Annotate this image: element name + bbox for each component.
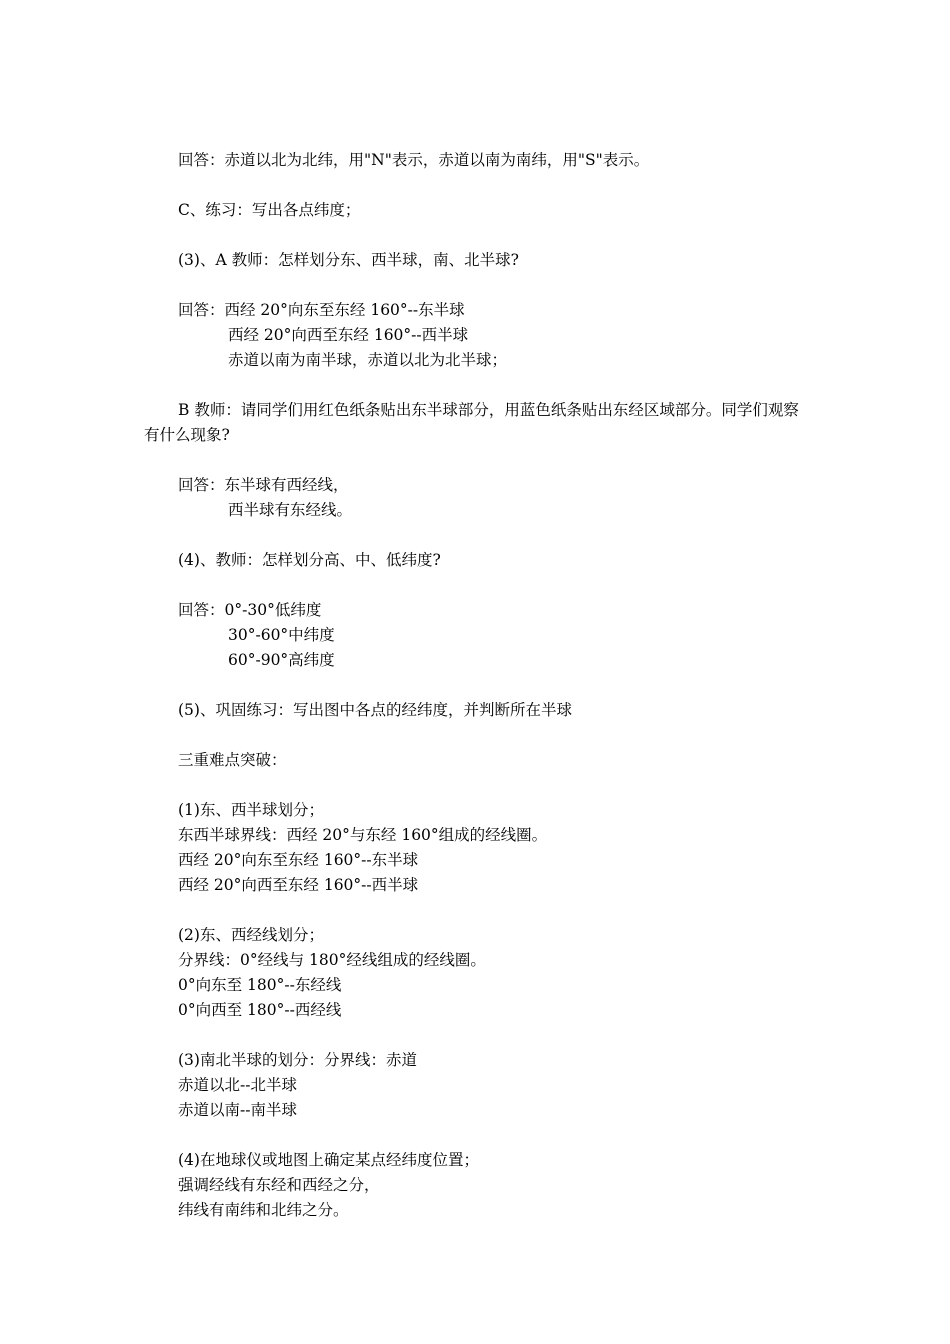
paragraph-line: (3)南北半球的划分：分界线：赤道 [178,1051,417,1069]
paragraph-line: 60°-90°高纬度 [228,651,335,669]
paragraph-line: (3)、A 教师：怎样划分东、西半球，南、北半球? [178,251,519,269]
paragraph-line: 强调经线有东经和西经之分， [178,1176,380,1194]
paragraph-line: 赤道以北--北半球 [178,1076,297,1094]
paragraph-line: (4)在地球仪或地图上确定某点经纬度位置； [178,1151,479,1169]
paragraph-line: B 教师：请同学们用红色纸条贴出东半球部分，用蓝色纸条贴出东经区域部分。同学们观察有什么现象? [144,401,799,444]
paragraph-line: 赤道以南为南半球，赤道以北为北半球； [228,351,508,369]
document-body [144,148,814,1223]
paragraph-line: 西经 20°向西至东经 160°--西半球 [178,876,419,894]
paragraph-line: 东西半球界线：西经 20°与东经 160°组成的经线圈。 [178,826,548,844]
section-heading: 三重难点突破： [178,751,287,769]
paragraph-line: 回答：西经 20°向东至东经 160°--东半球 [178,301,465,319]
paragraph-line: 赤道以南--南半球 [178,1101,297,1119]
paragraph-line: 回答：东半球有西经线， [178,476,349,494]
paragraph-line: (5)、巩固练习：写出图中各点的经纬度，并判断所在半球 [178,701,572,719]
paragraph-line: 纬线有南纬和北纬之分。 [178,1201,349,1219]
paragraph-line: 西半球有东经线。 [228,501,353,519]
paragraph-line: 西经 20°向东至东经 160°--东半球 [178,851,419,869]
paragraph-line: C、练习：写出各点纬度； [178,201,361,219]
paragraph-line: 30°-60°中纬度 [228,626,335,644]
paragraph-line: 0°向东至 180°--东经线 [178,976,342,994]
paragraph-line: (4)、教师：怎样划分高、中、低纬度? [178,551,441,569]
paragraph-line: (2)东、西经线划分； [178,926,324,944]
paragraph-line: 0°向西至 180°--西经线 [178,1001,342,1019]
paragraph-line: (1)东、西半球划分； [178,801,324,819]
paragraph-line: 分界线：0°经线与 180°经线组成的经线圈。 [178,951,486,969]
paragraph-line: 回答：0°-30°低纬度 [178,601,322,619]
paragraph-line: 西经 20°向西至东经 160°--西半球 [228,326,469,344]
paragraph-line: 回答：赤道以北为北纬，用"N"表示，赤道以南为南纬，用"S"表示。 [178,151,650,169]
